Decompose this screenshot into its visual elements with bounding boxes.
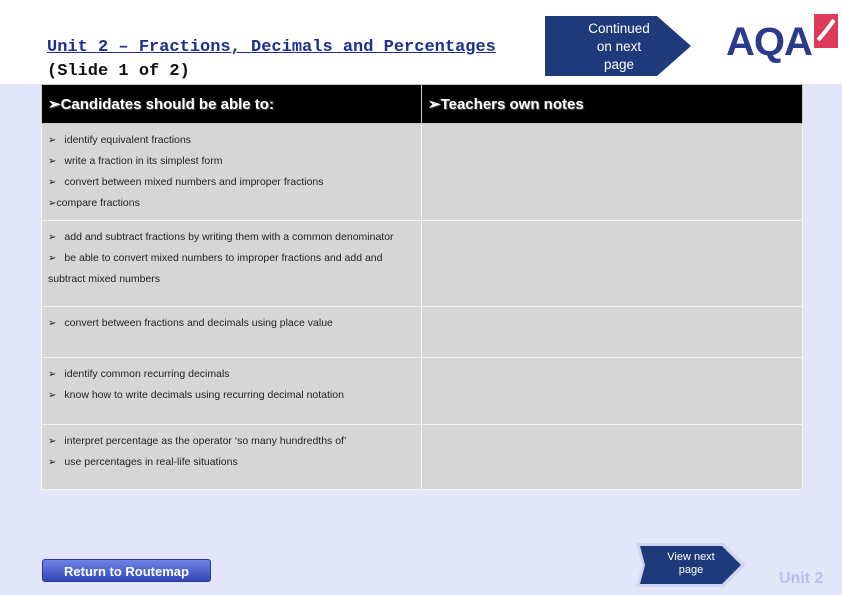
bullet-arrow-icon: ➢ xyxy=(48,436,57,447)
list-item xyxy=(48,364,415,385)
slide-header xyxy=(0,0,842,84)
table-row xyxy=(42,358,803,425)
list-item xyxy=(48,130,415,151)
list-item xyxy=(48,172,415,193)
item-text: identify common recurring decimals xyxy=(64,368,230,380)
header-arrow-icon: ➢ xyxy=(428,96,441,113)
col2-header xyxy=(422,85,803,124)
logo-swoosh-icon xyxy=(814,14,838,48)
return-to-routemap-button[interactable]: Return to Routemap xyxy=(42,559,211,582)
objectives-cell xyxy=(42,425,422,490)
continued-line-2: on next xyxy=(596,39,642,54)
list-item xyxy=(48,385,415,406)
table-row xyxy=(42,425,803,490)
continued-line-3: page xyxy=(603,57,635,72)
view-next-line-2: page xyxy=(678,564,704,576)
col1-header xyxy=(42,85,422,124)
bullet-arrow-icon: ➢ xyxy=(48,318,57,329)
bullet-arrow-icon: ➢ xyxy=(48,390,57,401)
view-next-page-button[interactable] xyxy=(634,541,748,589)
continued-next-page-arrow[interactable] xyxy=(545,16,693,76)
list-item xyxy=(48,431,415,452)
item-text: convert between fractions and decimals using place value xyxy=(64,317,333,329)
page-subtitle: (Slide 1 of 2) xyxy=(47,62,190,81)
objectives-cell xyxy=(42,124,422,221)
objectives-cell xyxy=(42,358,422,425)
unit-label: Unit 2 xyxy=(779,570,824,587)
list-item xyxy=(48,151,415,172)
objectives-cell xyxy=(42,307,422,358)
list-item xyxy=(48,193,415,214)
header-arrow-icon: ➢ xyxy=(48,96,61,113)
bullet-arrow-icon: ➢ xyxy=(48,369,57,380)
list-item xyxy=(48,227,415,248)
list-item xyxy=(48,313,415,334)
table-row xyxy=(42,307,803,358)
notes-cell[interactable] xyxy=(422,221,803,307)
table-row xyxy=(42,221,803,307)
item-text: interpret percentage as the operator ‘so many hundredths of’ xyxy=(64,435,347,447)
list-item xyxy=(48,248,415,289)
continued-line-1: Continued xyxy=(588,21,650,36)
continued-text xyxy=(545,20,693,74)
table-row xyxy=(42,124,803,221)
item-text: compare fractions xyxy=(56,197,140,209)
bullet-arrow-icon: ➢ xyxy=(48,177,57,188)
item-text: write a fraction in its simplest form xyxy=(64,155,223,167)
col2-header-label: Teachers own notes xyxy=(440,96,584,113)
bullet-arrow-icon: ➢ xyxy=(48,156,57,167)
view-next-line-1: View next xyxy=(667,551,715,563)
notes-cell[interactable] xyxy=(422,124,803,221)
item-text: convert between mixed numbers and improper fractions xyxy=(64,176,324,188)
item-text: be able to convert mixed numbers to improper fractions and add and subtract mixed numbers xyxy=(48,252,383,285)
bullet-arrow-icon: ➢ xyxy=(48,232,57,243)
bullet-arrow-icon: ➢ xyxy=(48,253,57,264)
bullet-arrow-icon: ➢ xyxy=(48,457,57,468)
aqa-logo xyxy=(726,14,838,62)
page-title: Unit 2 – Fractions, Decimals and Percentages xyxy=(47,38,496,57)
view-next-text xyxy=(634,551,748,577)
col1-header-label: Candidates should be able to: xyxy=(60,96,274,113)
notes-cell[interactable] xyxy=(422,425,803,490)
item-text: use percentages in real-life situations xyxy=(64,456,238,468)
item-text: add and subtract fractions by writing them with a common denominator xyxy=(64,231,394,243)
item-text: identify equivalent fractions xyxy=(64,134,192,146)
item-text: know how to write decimals using recurring decimal notation xyxy=(64,389,344,401)
logo-wordmark: AQA xyxy=(726,20,812,64)
notes-cell[interactable] xyxy=(422,307,803,358)
objectives-cell xyxy=(42,221,422,307)
list-item xyxy=(48,452,415,473)
bullet-arrow-icon: ➢ xyxy=(48,198,57,209)
notes-cell[interactable] xyxy=(422,358,803,425)
bullet-arrow-icon: ➢ xyxy=(48,135,57,146)
objectives-table xyxy=(41,84,803,490)
